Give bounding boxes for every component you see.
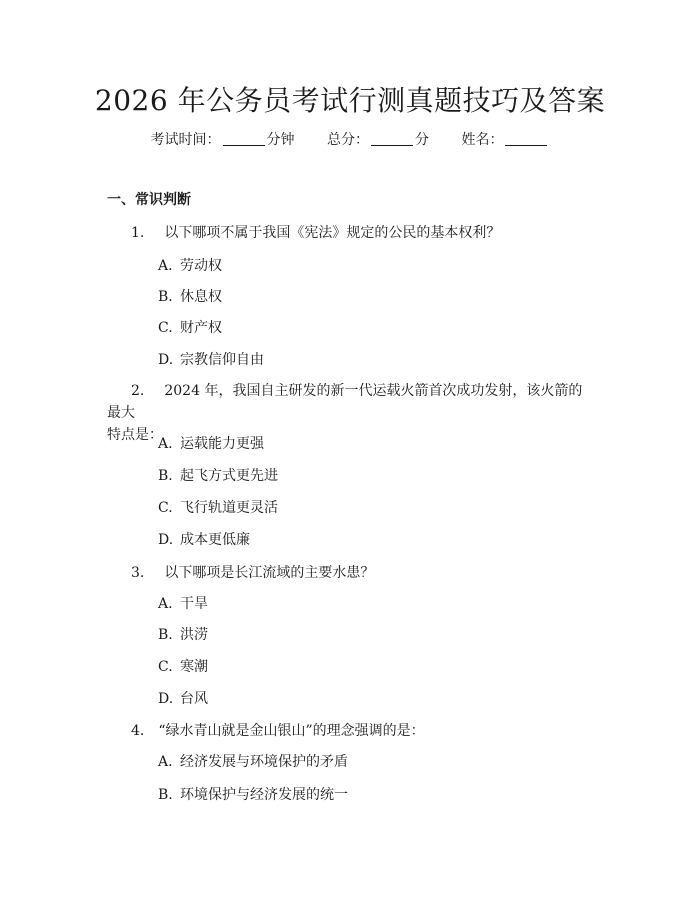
option-letter: A. [158, 596, 173, 612]
option-letter: D. [158, 532, 174, 548]
question-text-line1: 2024 年，我国自主研发的新一代运载火箭首次成功发射，该火箭的最大 [107, 383, 583, 421]
option-letter: A. [158, 258, 173, 274]
question-text: 以下哪项是长江流域的主要水患？ [164, 565, 375, 581]
score-field [327, 130, 429, 150]
option-text: 寒潮 [180, 659, 208, 675]
option [158, 318, 222, 338]
option-text: 洪涝 [180, 627, 208, 643]
time-field [151, 130, 295, 150]
option-text: 劳动权 [180, 258, 222, 274]
score-label: 总分： [327, 132, 369, 148]
score-unit: 分 [415, 132, 429, 148]
question-number: 1. [131, 225, 145, 241]
time-unit: 分钟 [266, 132, 295, 148]
option [158, 625, 208, 645]
option-text: 环境保护与经济发展的统一 [180, 787, 348, 803]
option [158, 689, 208, 709]
question-number: 4. [131, 723, 145, 739]
option [158, 287, 222, 307]
option-letter: A. [158, 754, 173, 770]
time-blank [223, 131, 265, 146]
question-text: “绿水青山就是金山银山”的理念强调的是： [158, 723, 425, 739]
option [158, 256, 222, 276]
option-text: 飞行轨道更灵活 [180, 500, 278, 516]
option-text: 运载能力更强 [180, 436, 264, 452]
name-field [461, 130, 549, 150]
section-heading: 一、常识判断 [107, 192, 191, 208]
option-letter: B. [158, 468, 173, 484]
option-letter: B. [158, 289, 173, 305]
question-text: 以下哪项不属于我国《宪法》规定的公民的基本权利？ [164, 225, 501, 241]
option [158, 594, 208, 614]
option [158, 785, 348, 805]
question-text-line2: 特点是： [107, 427, 163, 443]
option-text: 成本更低廉 [180, 532, 250, 548]
score-blank [371, 131, 413, 146]
question-3 [107, 562, 587, 584]
name-blank [505, 131, 547, 146]
option-letter: C. [158, 500, 173, 516]
page-title: 2026 年公务员考试行测真题技巧及答案 [94, 84, 606, 117]
option-text: 宗教信仰自由 [180, 352, 264, 368]
option-letter: D. [158, 352, 174, 368]
option-text: 财产权 [180, 320, 222, 336]
option-text: 干旱 [180, 596, 208, 612]
option [158, 466, 278, 486]
option-letter: B. [158, 627, 173, 643]
question-number: 3. [131, 565, 145, 581]
option-text: 休息权 [180, 289, 222, 305]
option-text: 起飞方式更先进 [180, 468, 278, 484]
time-label: 考试时间： [150, 132, 221, 148]
option-letter: C. [158, 659, 173, 675]
option-letter: C. [158, 320, 173, 336]
option-text: 台风 [180, 691, 208, 707]
option [158, 752, 348, 772]
question-1 [107, 222, 587, 244]
option [158, 350, 264, 370]
option [158, 498, 278, 518]
option-text: 经济发展与环境保护的矛盾 [180, 754, 348, 770]
option [158, 434, 264, 454]
option-letter: B. [158, 787, 173, 803]
name-label: 姓名： [461, 132, 504, 148]
option-letter: A. [158, 436, 173, 452]
exam-meta [0, 130, 700, 150]
question-number: 2. [131, 383, 145, 399]
option [158, 530, 250, 550]
question-4 [107, 720, 587, 742]
option-letter: D. [158, 691, 174, 707]
option [158, 657, 208, 677]
